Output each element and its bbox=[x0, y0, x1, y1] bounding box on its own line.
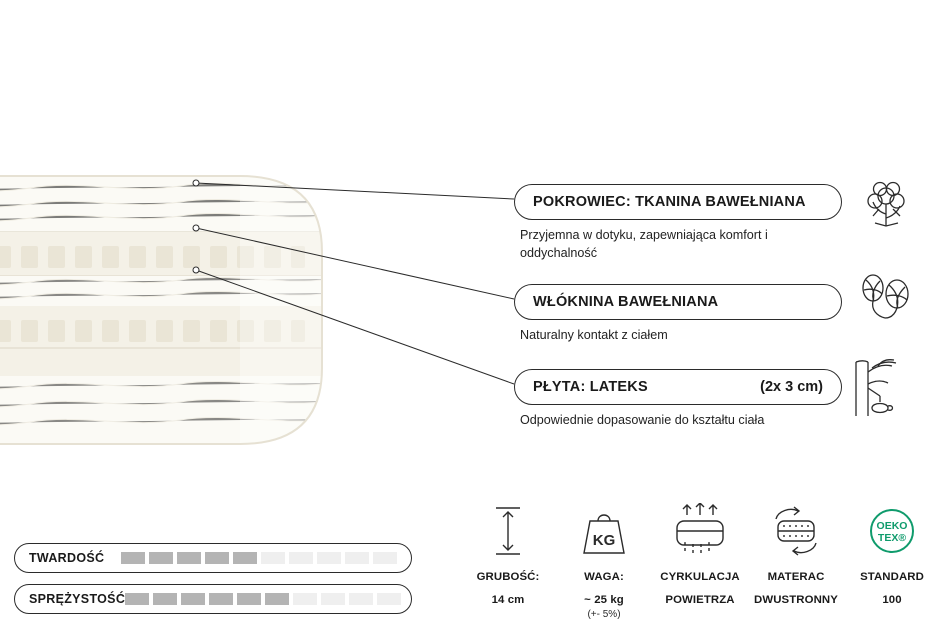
feature-circulation-label: CYRKULACJA bbox=[660, 571, 740, 583]
feature-double-sided-label2: DWUSTRONNY bbox=[754, 593, 838, 606]
mattress-illustration bbox=[0, 172, 390, 452]
weight-kg-icon bbox=[556, 500, 652, 562]
rating-segment bbox=[261, 552, 285, 564]
rating-segment bbox=[209, 593, 233, 605]
oeko-tex-icon bbox=[844, 500, 940, 562]
callout-cover-description: Przyjemna w dotyku, zapewniająca komfort i oddychalność bbox=[520, 228, 768, 260]
callout-fibre-pill bbox=[514, 284, 842, 320]
callout-latex-description: Odpowiednie dopasowanie do kształtu ciała bbox=[520, 413, 765, 427]
feature-weight-value: ~ 25 kg bbox=[584, 593, 624, 606]
rating-segment bbox=[205, 552, 229, 564]
callout-latex-title: PŁYTA: LATEKS bbox=[533, 379, 648, 395]
feature-weight-label: WAGA: bbox=[584, 571, 624, 583]
latex-tree-tap-icon bbox=[848, 358, 910, 416]
feature-circulation-label2: POWIETRZA bbox=[665, 593, 735, 606]
cotton-flower-icon bbox=[855, 176, 917, 234]
rating-firmness-label: TWARDOŚĆ bbox=[29, 551, 105, 565]
rating-segment bbox=[181, 593, 205, 605]
callout-fibre-title: WŁÓKNINA BAWEŁNIANA bbox=[533, 294, 719, 310]
rating-segment bbox=[233, 552, 257, 564]
callout-fibre-description: Naturalny kontakt z ciałem bbox=[520, 328, 668, 342]
feature-weight-tolerance: (+- 5%) bbox=[587, 609, 621, 621]
rating-bars bbox=[14, 543, 412, 625]
rating-segment bbox=[237, 593, 261, 605]
feature-thickness bbox=[460, 500, 556, 607]
feature-double-sided bbox=[748, 500, 844, 607]
feature-double-sided-label: MATERAC bbox=[767, 571, 825, 583]
callout-latex-pill bbox=[514, 369, 842, 405]
rating-firmness bbox=[14, 543, 412, 573]
rating-elasticity-label: SPRĘŻYSTOŚĆ bbox=[29, 592, 126, 606]
rating-segment bbox=[373, 552, 397, 564]
feature-oeko-tex-label: STANDARD bbox=[860, 571, 924, 583]
feature-thickness-value: 14 cm bbox=[491, 593, 525, 606]
callout-latex-suffix: (2x 3 cm) bbox=[760, 379, 823, 395]
yarn-balls-icon bbox=[855, 268, 917, 326]
feature-oeko-tex-label2: 100 bbox=[882, 593, 902, 606]
svg-text:KG: KG bbox=[592, 532, 616, 549]
feature-weight bbox=[556, 500, 652, 620]
rating-segment bbox=[121, 552, 145, 564]
svg-text:TEX®: TEX® bbox=[877, 532, 907, 544]
rating-segment bbox=[321, 593, 345, 605]
rating-firmness-segments bbox=[121, 552, 397, 564]
rating-segment bbox=[317, 552, 341, 564]
double-sided-mattress-icon bbox=[748, 500, 844, 562]
rating-segment bbox=[293, 593, 317, 605]
rating-segment bbox=[177, 552, 201, 564]
rating-segment bbox=[125, 593, 149, 605]
rating-elasticity bbox=[14, 584, 412, 614]
rating-segment bbox=[265, 593, 289, 605]
height-arrow-icon bbox=[460, 500, 556, 562]
rating-segment bbox=[149, 552, 173, 564]
callout-fibre bbox=[514, 284, 842, 345]
rating-segment bbox=[289, 552, 313, 564]
rating-segment bbox=[153, 593, 177, 605]
feature-strip bbox=[460, 500, 940, 620]
rating-elasticity-segments bbox=[125, 593, 401, 605]
rating-segment bbox=[377, 593, 401, 605]
feature-thickness-label: GRUBOŚĆ: bbox=[476, 571, 540, 583]
callout-cover-pill bbox=[514, 184, 842, 220]
callout-latex bbox=[514, 369, 842, 430]
callout-cover-title: POKROWIEC: TKANINA BAWEŁNIANA bbox=[533, 194, 806, 210]
callout-cover bbox=[514, 184, 842, 263]
rating-segment bbox=[345, 552, 369, 564]
feature-oeko-tex bbox=[844, 500, 940, 607]
feature-circulation bbox=[652, 500, 748, 607]
svg-text:OEKO: OEKO bbox=[876, 520, 908, 532]
rating-segment bbox=[349, 593, 373, 605]
air-circulation-icon bbox=[652, 500, 748, 562]
